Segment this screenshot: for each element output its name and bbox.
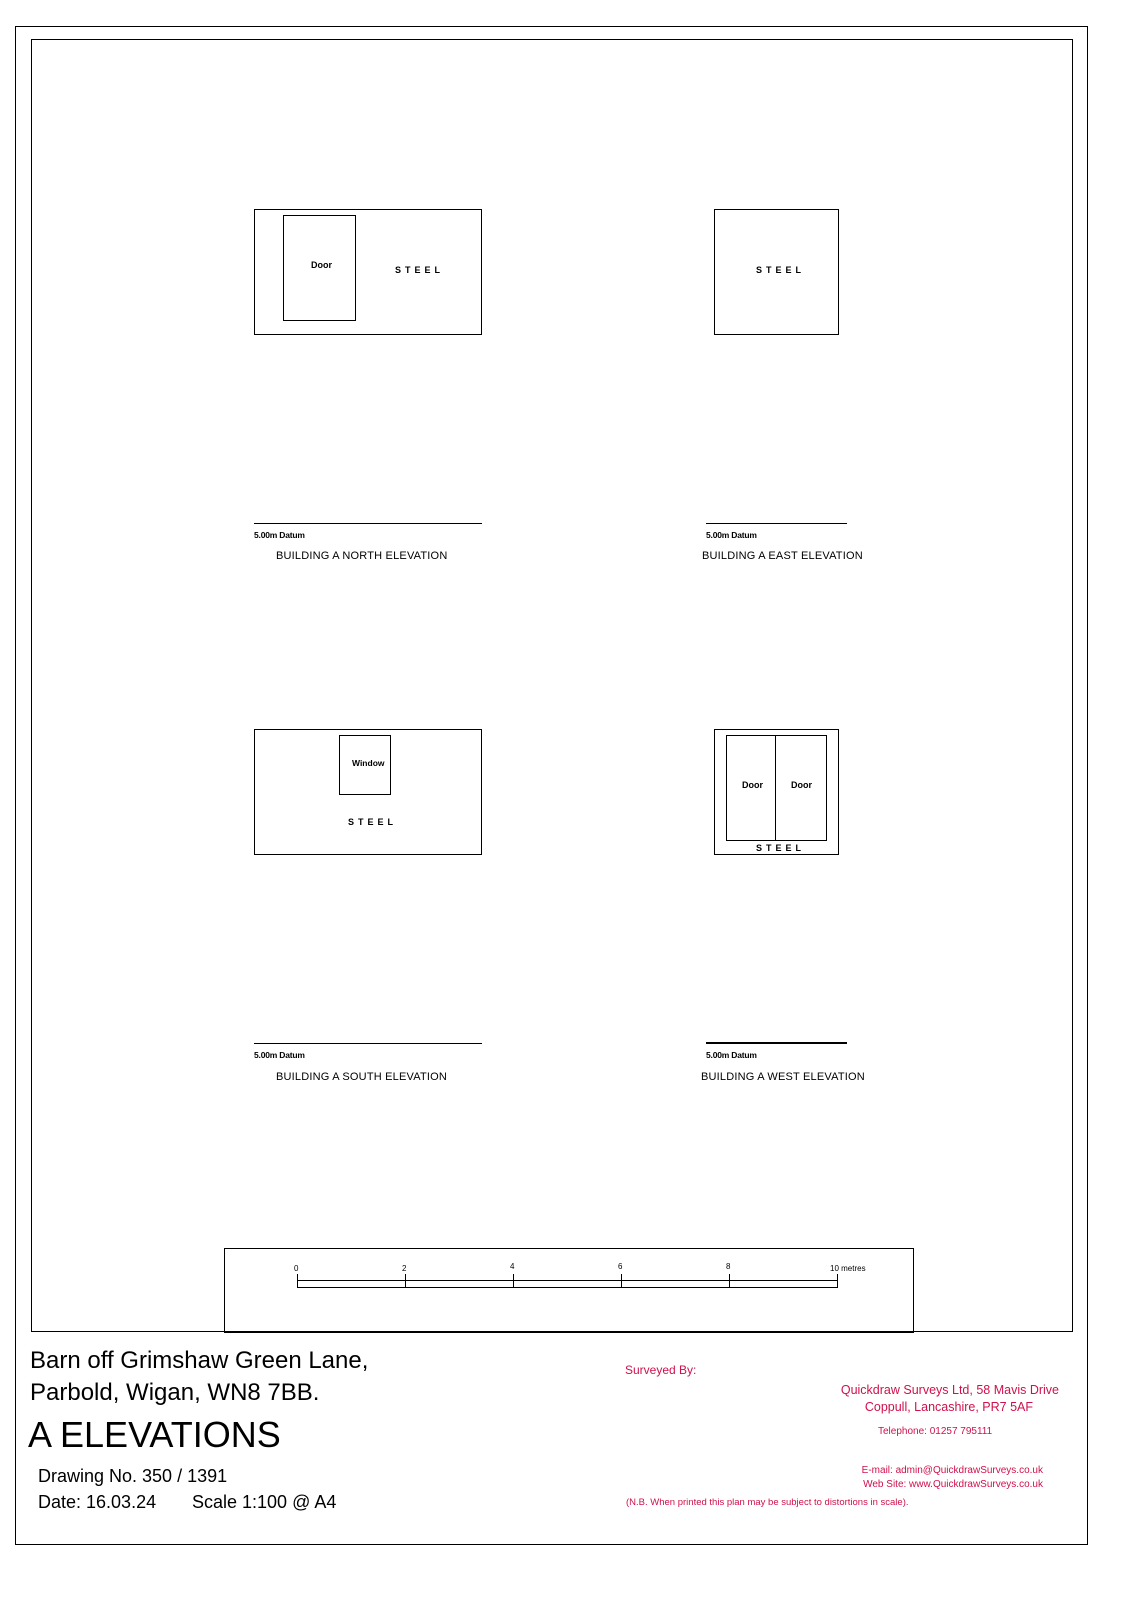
west-datum-line (706, 1042, 847, 1044)
surveyor-company-line2: Coppull, Lancashire, PR7 5AF (864, 1400, 1033, 1414)
scale-tick-label: 6 (618, 1262, 623, 1271)
surveyed-by-heading: Surveyed By: (625, 1363, 697, 1377)
surveyor-email: E-mail: admin@QuickdrawSurveys.co.uk (861, 1465, 1043, 1476)
scale-tick (513, 1274, 514, 1288)
north-door (283, 215, 356, 321)
scale-tick-label: 4 (510, 1262, 515, 1271)
site-address-line1: Barn off Grimshaw Green Lane, (30, 1347, 369, 1374)
west-door-left-label: Door (742, 780, 763, 790)
east-datum-line (706, 523, 847, 524)
north-elevation-title: BUILDING A NORTH ELEVATION (276, 550, 448, 562)
east-material-label: STEEL (756, 265, 806, 275)
north-datum-line (254, 523, 482, 524)
scale-tick-label: 2 (402, 1264, 407, 1273)
scale-bar-bottom-line (297, 1287, 838, 1288)
west-elevation-title: BUILDING A WEST ELEVATION (701, 1071, 865, 1083)
south-material-label: STEEL (348, 817, 398, 827)
scale-tick (621, 1274, 622, 1288)
north-datum-label: 5.00m Datum (254, 530, 305, 540)
south-window-label: Window (352, 758, 385, 768)
surveyor-website: Web Site: www.QuickdrawSurveys.co.uk (863, 1479, 1043, 1490)
site-address-line2: Parbold, Wigan, WN8 7BB. (30, 1379, 320, 1406)
west-door-divider (775, 735, 776, 841)
east-datum-label: 5.00m Datum (706, 530, 757, 540)
south-elevation-title: BUILDING A SOUTH ELEVATION (276, 1071, 448, 1083)
surveyor-company-line1: Quickdraw Surveys Ltd, 58 Mavis Drive (840, 1383, 1059, 1397)
scale-tick-label: 8 (726, 1262, 731, 1271)
south-datum-label: 5.00m Datum (254, 1050, 305, 1060)
north-material-label: STEEL (395, 265, 445, 275)
drawing-date: Date: 16.03.24 (38, 1492, 157, 1512)
scale-distortion-note: (N.B. When printed this plan may be subject to distortions in scale). (626, 1497, 909, 1508)
west-material-label: STEEL (756, 843, 806, 853)
south-datum-line (254, 1043, 482, 1044)
scale-tick (405, 1274, 406, 1288)
drawing-title: A ELEVATIONS (28, 1414, 281, 1455)
east-elevation-title: BUILDING A EAST ELEVATION (702, 550, 863, 562)
scale-tick-label: 0 (294, 1264, 299, 1273)
scale-tick (837, 1274, 838, 1288)
west-door-right-label: Door (791, 780, 812, 790)
scale-bar-top-line (297, 1280, 838, 1281)
drawing-area-border (31, 39, 1073, 1332)
surveyor-telephone: Telephone: 01257 795111 (878, 1426, 993, 1437)
drawing-number: Drawing No. 350 / 1391 (38, 1466, 228, 1486)
scale-tick-label: 10 metres (830, 1264, 866, 1273)
scale-bar-box (224, 1248, 914, 1333)
north-door-label: Door (311, 260, 332, 270)
south-window (339, 735, 391, 795)
drawing-scale: Scale 1:100 @ A4 (192, 1492, 337, 1512)
scale-tick (729, 1274, 730, 1288)
west-datum-label: 5.00m Datum (706, 1050, 757, 1060)
scale-tick (297, 1274, 298, 1288)
